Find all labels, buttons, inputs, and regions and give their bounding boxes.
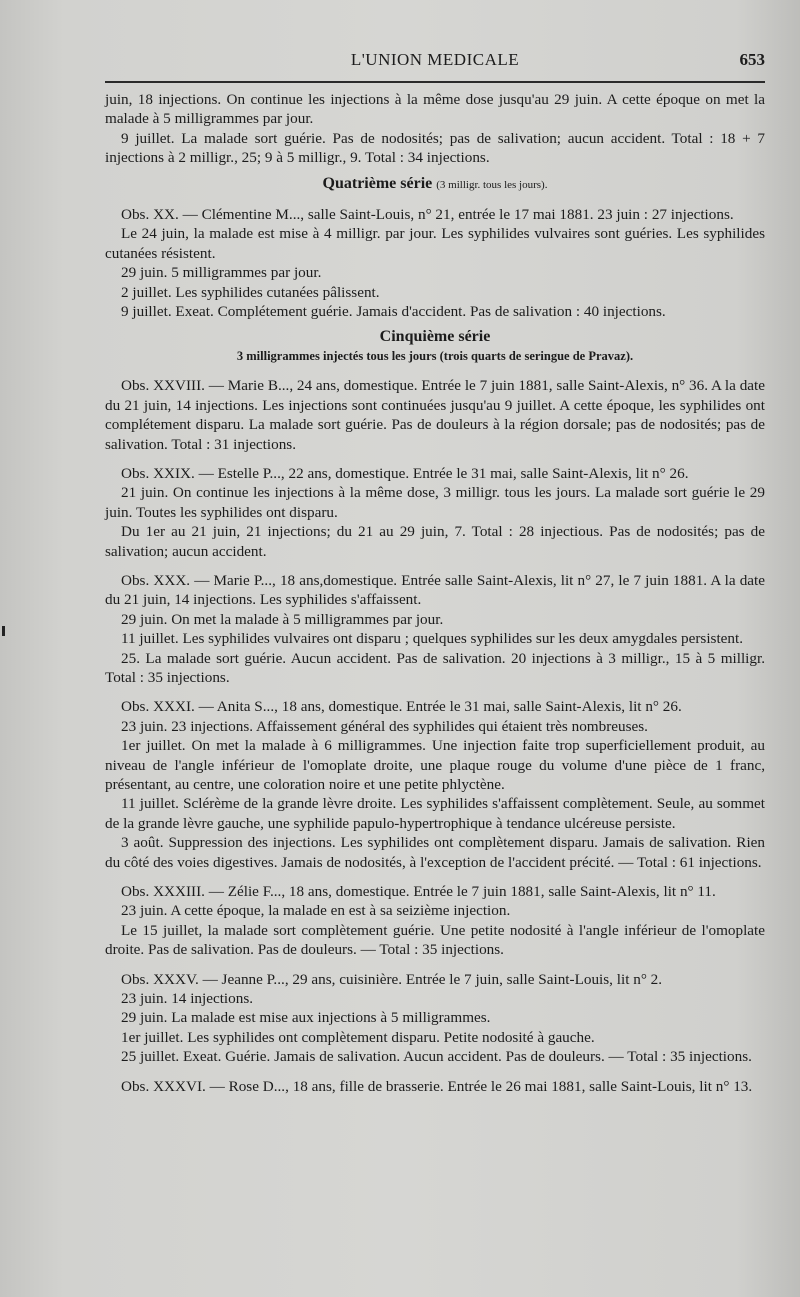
running-header	[105, 46, 765, 76]
margin-mark	[2, 626, 5, 636]
paragraph: Le 15 juillet, la malade sort complètement guérie. Une petite nodosité à l'angle inférieur de l'omoplate droite. Pas de salivation. Pas de douleurs. — Total : 35 injections.	[105, 921, 765, 959]
paragraph: 3 août. Suppression des injections. Les syphilides ont complètement disparu. Jamais de salivation. Rien du côté des voies digestives. Jamais de nodosités, à l'exception de l'accident précité. — Total : 61 injections.	[105, 834, 765, 871]
journal-title: L'UNION MEDICALE	[350, 50, 520, 69]
header-rule	[105, 81, 765, 83]
observation-paragraph: Obs. XXXVI. — Rose D..., 18 ans, fille de brasserie. Entrée le 26 mai 1881, salle Saint-Louis, lit n° 13.	[121, 1077, 753, 1095]
observation-paragraph: Obs. XXXIII. — Zélie F..., 18 ans, domestique. Entrée le 7 juin 1881, salle Saint-Alexis, lit n° 11.	[121, 883, 716, 901]
paragraph: 9 juillet. Exeat. Complétement guérie. Jamais d'accident. Pas de salivation : 40 injections.	[121, 303, 666, 321]
paragraph: 2 juillet. Les syphilides cutanées pâlissent.	[121, 283, 380, 301]
page-number: 653	[739, 50, 765, 69]
heading-text: Quatrième série	[322, 174, 433, 192]
observation-paragraph: Obs. XXXV. — Jeanne P..., 29 ans, cuisinière. Entrée le 7 juin, salle Saint-Louis, lit n° 2.	[121, 970, 663, 988]
heading-note: (3 milligr. tous les jours).	[436, 178, 548, 191]
page-body	[105, 90, 765, 1096]
paragraph: 23 juin. 23 injections. Affaissement général des syphilides qui étaient très nombreuses.	[121, 717, 648, 735]
paragraph: 25. La malade sort guérie. Aucun accident. Pas de salivation. 20 injections à 3 milligr., 15 à 5 milligr. Total : 35 injections.	[105, 649, 765, 686]
section-heading-series-4	[105, 174, 765, 195]
paragraph: 1er juillet. On met la malade à 6 milligrammes. Une injection faite trop superficiellement produit, au niveau de l'angle inférieur de l'omoplate droite, une plaque rouge du volume d'une pièce de 1 franc, présentant, au centre, une coloration noire et une petite phlyctène.	[105, 737, 765, 793]
paragraph: 11 juillet. Les syphilides vulvaires ont disparu ; quelques syphilides sur les deux amygdales persistent.	[121, 630, 744, 648]
paragraph: 25 juillet. Exeat. Guérie. Jamais de salivation. Aucun accident. Pas de douleurs. — Total : 35 injections.	[121, 1048, 752, 1066]
paragraph: Du 1er au 21 juin, 21 injections; du 21 au 29 juin, 7. Total : 28 injectious. Pas de nodosités; pas de salivation; aucun accident.	[105, 523, 765, 560]
paragraph: 11 juillet. Sclérème de la grande lèvre droite. Les syphilides s'affaissent complètement. Seule, au sommet de la grande lèvre gauche, une syphilide papulo-hypertrophique à tendance ulcéreuse persiste.	[105, 795, 765, 832]
section-heading-series-5: Cinquième série	[379, 328, 491, 346]
observation-paragraph: Obs. XXX. — Marie P..., 18 ans,domestique. Entrée salle Saint-Alexis, lit n° 27, le 7 juin 1881. A la date du 21 juin, 14 injections. Les syphilides s'affaissent.	[105, 571, 765, 609]
paragraph: 1er juillet. Les syphilides ont complètement disparu. Petite nodosité à gauche.	[121, 1028, 595, 1046]
paragraph: Le 24 juin, la malade est mise à 4 milligr. par jour. Les syphilides vulvaires sont guéries. Les syphilides cutanées résistent.	[105, 225, 765, 262]
paragraph: 21 juin. On continue les injections à la même dose, 3 milligr. tous les jours. La malade sort guérie le 29 juin. Toutes les syphilides ont disparu.	[105, 484, 765, 521]
observation-paragraph: Obs. XXVIII. — Marie B..., 24 ans, domestique. Entrée le 7 juin 1881, salle Saint-Alexis, n° 36. A la date du 21 juin, 14 injections. Les injections sont continuées jusqu'au 9 juillet. A cette époque, les syphilides ont complétement disparu. La malade sort guérie. Pas de douleurs à la région dorsale; pas de nodosités; pas de salivation. Total : 31 injections.	[105, 377, 765, 453]
observation-paragraph: Obs. XXIX. — Estelle P..., 22 ans, domestique. Entrée le 31 mai, salle Saint-Alexis, lit n° 26.	[121, 464, 689, 482]
paragraph: 29 juin. La malade est mise aux injections à 5 milligrammes.	[121, 1009, 491, 1027]
paragraph: 29 juin. 5 milligrammes par jour.	[121, 264, 322, 282]
observation-paragraph: Obs. XXXI. — Anita S..., 18 ans, domestique. Entrée le 31 mai, salle Saint-Alexis, lit n° 26.	[121, 698, 682, 716]
paragraph: 23 juin. 14 injections.	[121, 990, 254, 1008]
section-subheading: 3 milligrammes injectés tous les jours (trois quarts de seringue de Pravaz).	[236, 348, 634, 363]
paragraph: 23 juin. A cette époque, la malade en est à sa seizième injection.	[121, 902, 511, 920]
paragraph: 9 juillet. La malade sort guérie. Pas de nodosités; pas de salivation; aucun accident. Total : 18 + 7 injections à 2 milligr., 25; 9 à 5 milligr., 9. Total : 34 injections.	[105, 129, 765, 167]
paragraph: 29 juin. On met la malade à 5 milligrammes par jour.	[121, 610, 444, 628]
paragraph: juin, 18 injections. On continue les injections à la même dose jusqu'au 29 juin. A cette époque on met la malade à 5 milligrammes par jour.	[105, 91, 765, 128]
observation-paragraph: Obs. XX. — Clémentine M..., salle Saint-Louis, n° 21, entrée le 17 mai 1881. 23 juin : 27 injections.	[121, 206, 734, 224]
